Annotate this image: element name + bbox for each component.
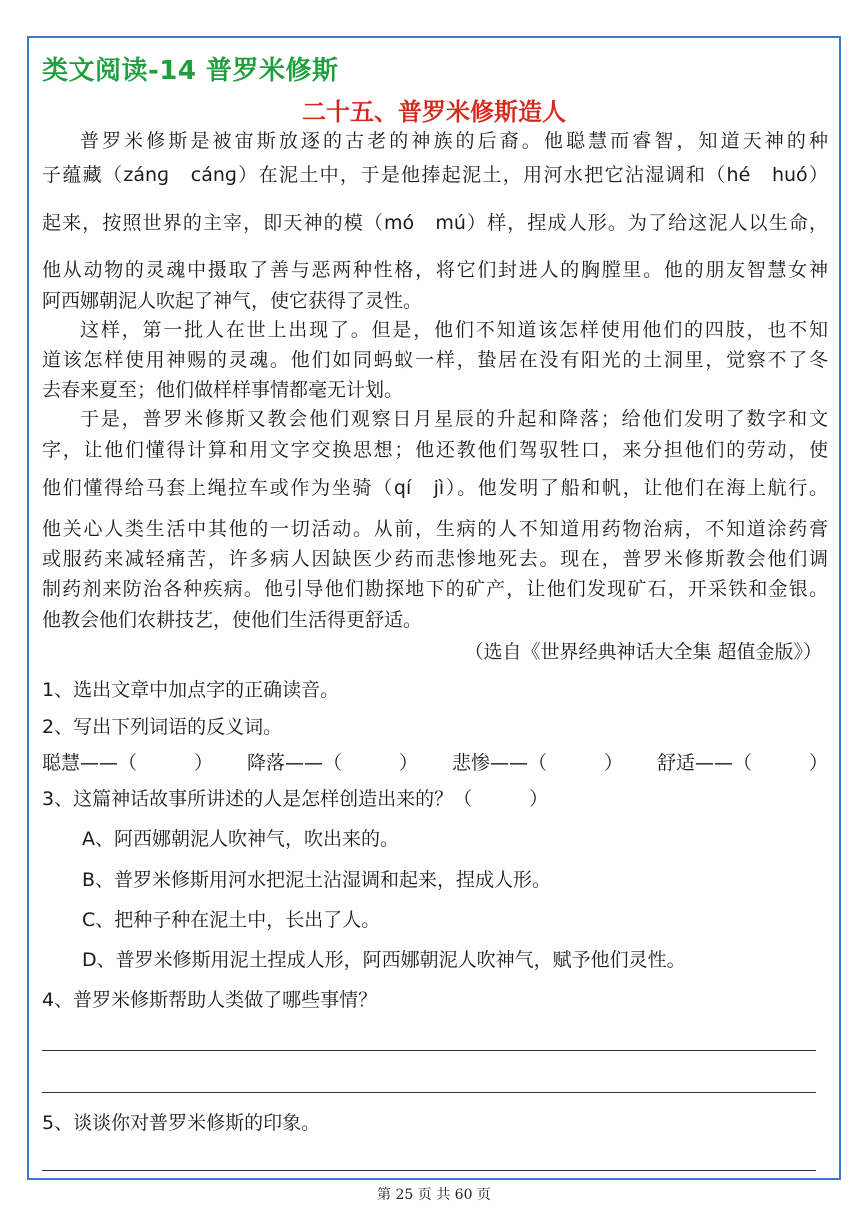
- question-3: 3、这篇神话故事所讲述的人是怎样创造出来的？（ ）: [42, 788, 549, 810]
- option-a[interactable]: A、阿西娜朝泥人吹神气，吹出来的。: [82, 828, 399, 850]
- page-number: 第 25 页 共 60 页: [377, 1187, 491, 1203]
- antonym-item[interactable]: 聪慧——（ ）: [42, 752, 214, 774]
- passage-line: 或服药来减轻痛苦，许多病人因缺医少药而悲惨地死去。现在，普罗米修斯教会他们调: [42, 548, 828, 570]
- option-b[interactable]: B、普罗米修斯用河水把泥土沾湿调和起来，捏成人形。: [82, 869, 552, 891]
- lesson-title: 二十五、普罗米修斯造人: [302, 98, 566, 126]
- passage-line: 这样，第一批人在世上出现了。但是，他们不知道该怎样使用他们的四肢，也不知: [80, 319, 828, 341]
- antonym-item[interactable]: 降落——（ ）: [246, 752, 418, 774]
- antonym-item[interactable]: 悲惨——（ ）: [451, 752, 623, 774]
- question-5: 5、谈谈你对普罗米修斯的印象。: [42, 1112, 321, 1134]
- answer-line[interactable]: [42, 1170, 816, 1171]
- question-4: 4、普罗米修斯帮助人类做了哪些事情？: [42, 989, 378, 1011]
- passage-line: 道该怎样使用神赐的灵魂。他们如同蚂蚁一样，蛰居在没有阳光的土洞里，觉察不了冬: [42, 349, 828, 371]
- passage-source: （选自《世界经典神话大全集 超值金版》）: [464, 641, 822, 663]
- option-d[interactable]: D、普罗米修斯用泥土捏成人形，阿西娜朝泥人吹神气，赋予他们灵性。: [82, 949, 686, 971]
- passage-line: 他从动物的灵魂中摄取了善与恶两种性格，将它们封进人的胸膛里。他的朋友智慧女神: [42, 259, 828, 281]
- option-c[interactable]: C、把种子种在泥土中，长出了人。: [82, 909, 381, 931]
- answer-line[interactable]: [42, 1092, 816, 1093]
- passage-line: 子蕴藏（zánɡ cánɡ）在泥土中，于是他捧起泥土，用河水把它沾湿调和（hé huó）: [42, 164, 828, 186]
- antonym-item[interactable]: 舒适——（ ）: [656, 752, 828, 774]
- question-1: 1、选出文章中加点字的正确读音。: [42, 679, 340, 701]
- passage-line: 于是，普罗米修斯又教会他们观察日月星辰的升起和降落；给他们发明了数字和文: [80, 408, 828, 430]
- passage-line: 起来，按照世界的主宰，即天神的模（mó mú）样，捏成人形。为了给这泥人以生命，: [42, 212, 828, 234]
- question-2: 2、写出下列词语的反义词。: [42, 716, 283, 738]
- antonym-row: [42, 750, 828, 776]
- passage-line: 制药剂来防治各种疾病。他引导他们勘探地下的矿产，让他们发现矿石，开采铁和金银。: [42, 578, 828, 600]
- passage-line: 普罗米修斯是被宙斯放逐的古老的神族的后裔。他聪慧而睿智，知道天神的种: [80, 130, 828, 152]
- passage-line: 去春来夏至；他们做样样事情都毫无计划。: [42, 379, 404, 401]
- passage-line: 他教会他们农耕技艺，使他们生活得更舒适。: [42, 609, 423, 631]
- series-title: 类文阅读-14 普罗米修斯: [42, 56, 339, 86]
- passage-line: 他关心人类生活中其他的一切活动。从前，生病的人不知道用药物治病，不知道涂药膏: [42, 518, 828, 540]
- passage-line: 他们懂得给马套上绳拉车或作为坐骑（qí jì）。他发明了船和帆，让他们在海上航行。: [42, 477, 828, 499]
- passage-line: 字，让他们懂得计算和用文字交换思想；他还教他们驾驭牲口，来分担他们的劳动，使: [42, 439, 828, 461]
- answer-line[interactable]: [42, 1050, 816, 1051]
- passage-line: 阿西娜朝泥人吹起了神气，使它获得了灵性。: [42, 290, 423, 312]
